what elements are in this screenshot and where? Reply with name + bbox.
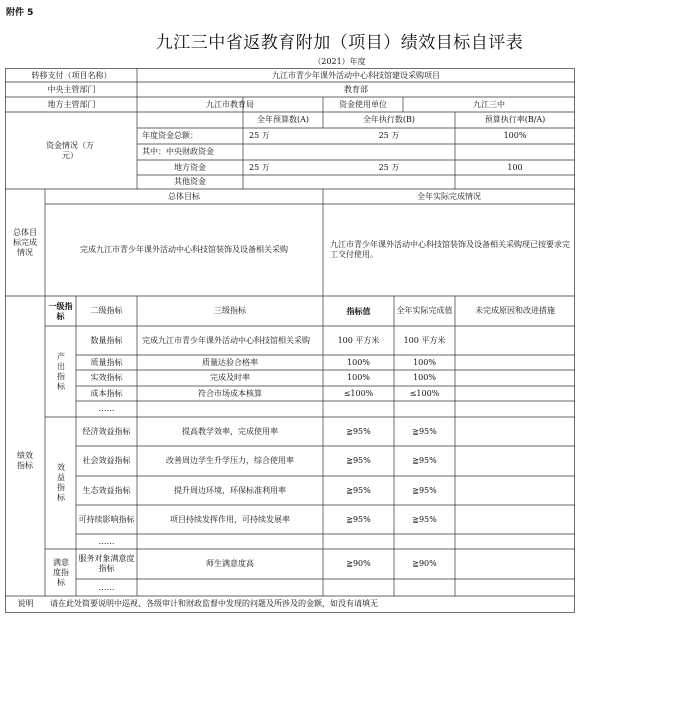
- col-actual: 全年实际完成值: [396, 306, 453, 315]
- level2-cell: 社会效益指标: [82, 456, 131, 465]
- actual-cell: ≤100%: [409, 388, 440, 398]
- value-cell: 100%: [347, 373, 370, 382]
- level2-cell: 数量指标: [90, 335, 123, 345]
- level3-cell: 师生满意度高: [206, 559, 254, 568]
- funds-row-exec: 25 万: [378, 131, 400, 140]
- col-reason: 未完成原因和改进措施: [475, 306, 555, 315]
- level3-cell: 符合市场成本核算: [198, 388, 262, 398]
- notes-label: 说明: [17, 599, 34, 608]
- funds-row-rate: 100: [507, 162, 523, 172]
- unit-value: 九江三中: [473, 99, 505, 109]
- project-name-label: 转移支付（项目名称）: [31, 70, 112, 80]
- report-year: （2021）年度: [313, 57, 366, 66]
- overall-goal-header: 总体目标: [168, 191, 200, 201]
- level2-cell: 服务对象满意度指标: [78, 554, 135, 573]
- value-cell: ≧90%: [346, 559, 371, 568]
- col-value: 指标值: [346, 306, 371, 316]
- level3-cell: 完成九江市青少年课外活动中心科技馆相关采购: [142, 335, 310, 345]
- group-satisfaction-label: 满意度指标: [53, 557, 69, 587]
- level2-cell: ……: [98, 404, 115, 413]
- value-cell: ≧95%: [346, 456, 371, 465]
- level3-cell: 完成及时率: [210, 373, 250, 382]
- level2-cell: 质量指标: [90, 357, 123, 367]
- level2-cell: 经济效益指标: [82, 426, 131, 436]
- funds-label: 资金情况（万元）: [46, 140, 94, 160]
- actual-cell: ≧90%: [412, 559, 437, 568]
- value-cell: ≧95%: [346, 485, 371, 495]
- level3-cell: 项目持续发挥作用，可持续发展率: [170, 514, 290, 524]
- attachment-number: 附件 5: [6, 8, 34, 18]
- level2-cell: 生态效益指标: [82, 485, 131, 495]
- overall-label: 总体目标完成情况: [13, 227, 37, 257]
- funds-col-rate: 预算执行率(B/A): [484, 115, 546, 124]
- project-name-value: 九江市青少年课外活动中心科技馆建设采购项目: [272, 70, 440, 80]
- col-level3: 三级指标: [214, 306, 246, 315]
- overall-goal-text: 完成九江市青少年课外活动中心科技馆装饰及设备相关采购: [80, 245, 288, 254]
- funds-row-rate: 100%: [503, 131, 527, 140]
- value-cell: 100 平方米: [337, 335, 380, 345]
- level2-cell: ……: [98, 582, 115, 592]
- actual-cell: ≧95%: [412, 426, 437, 436]
- funds-row-exec: 25 万: [378, 162, 400, 172]
- page-title: 九江三中省返教育附加（项目）绩效目标自评表: [155, 33, 524, 53]
- funds-row-name: 其他资金: [174, 177, 206, 186]
- level2-cell: 可持续影响指标: [78, 514, 135, 524]
- central-dept-value: 教育部: [344, 84, 368, 94]
- funds-col-budget: 全年预算数(A): [256, 115, 310, 124]
- value-cell: ≧95%: [346, 514, 371, 524]
- group-benefit-label: 效益指标: [57, 463, 65, 502]
- central-dept-label: 中央主管部门: [47, 84, 96, 94]
- actual-cell: 100%: [413, 373, 436, 382]
- level3-cell: 提升周边环境，环保标准利用率: [174, 485, 286, 495]
- actual-cell: ≧95%: [412, 456, 437, 465]
- level3-cell: 质量达验合格率: [202, 357, 258, 367]
- level3-cell: 提高教学效率，完成使用率: [182, 426, 278, 436]
- overall-actual-text: 九江市青少年课外活动中心科技馆装饰及设备相关采购现已按要求完工交付使用。: [330, 240, 570, 259]
- level2-cell: 实效指标: [90, 373, 123, 382]
- col-level1: 一级指标: [48, 301, 73, 321]
- unit-label: 资金使用单位: [339, 99, 387, 109]
- funds-row-name: 年度资金总额：: [142, 131, 198, 140]
- level2-cell: ……: [98, 536, 115, 546]
- value-cell: ≤100%: [343, 388, 374, 398]
- funds-row-name: 其中：中央财政资金: [142, 147, 214, 156]
- performance-label: 绩效指标: [17, 451, 33, 470]
- group-output-label: 产出指标: [57, 351, 65, 391]
- actual-cell: 100%: [413, 357, 436, 367]
- actual-cell: ≧95%: [412, 485, 437, 495]
- level2-cell: 成本指标: [90, 388, 123, 398]
- actual-cell: 100 平方米: [403, 335, 446, 345]
- col-level2: 二级指标: [90, 306, 123, 315]
- value-cell: ≧95%: [346, 426, 371, 436]
- funds-row-name: 地方资金: [174, 162, 206, 172]
- overall-actual-header: 全年实际完成情况: [417, 191, 481, 201]
- actual-cell: ≧95%: [412, 514, 437, 524]
- local-dept-value: 九江市教育局: [206, 99, 254, 109]
- local-dept-label: 地方主管部门: [47, 99, 96, 109]
- level3-cell: 改善周边学生升学压力，综合使用率: [166, 456, 294, 465]
- funds-row-budget: 25 万: [249, 162, 270, 172]
- funds-col-exec: 全年执行数(B): [362, 115, 416, 124]
- funds-row-budget: 25 万: [249, 131, 270, 140]
- value-cell: 100%: [347, 357, 370, 367]
- notes-text: 请在此处简要说明中巡视、各级审计和财政监督中发现的问题及所涉及的金额，如没有请填无: [50, 599, 378, 608]
